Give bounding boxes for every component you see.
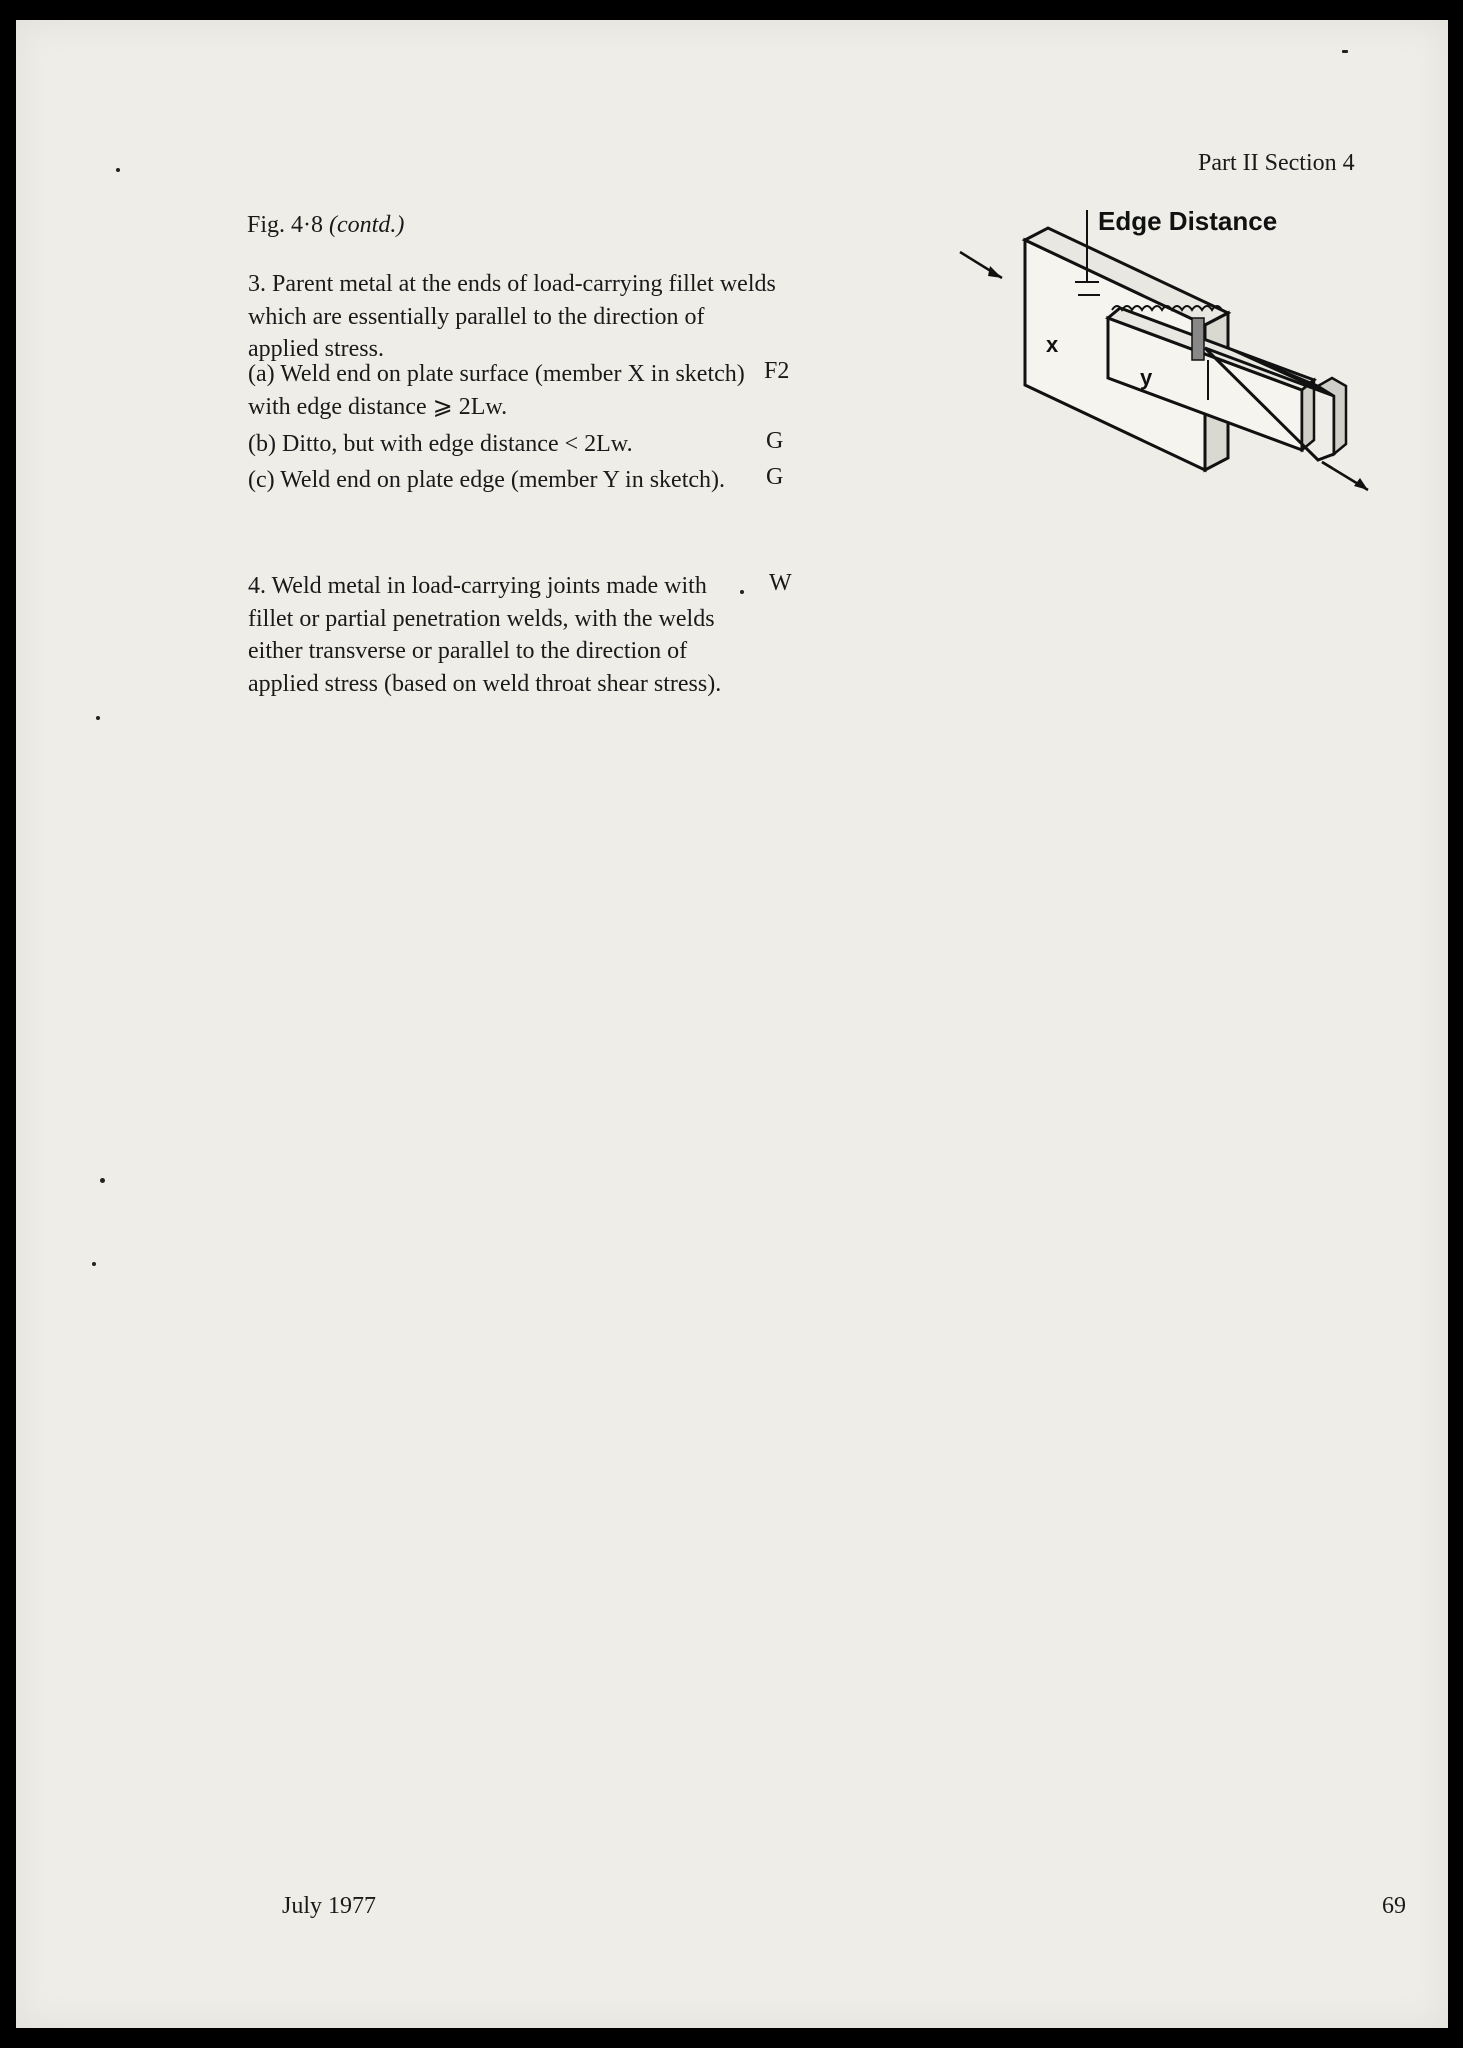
section-header: Part II Section 4 xyxy=(1198,150,1355,176)
item-3a-text: (a) Weld end on plate surface (member X in sketch) with edge distance ⩾ 2Lw. xyxy=(248,361,745,420)
page-number: 69 xyxy=(1382,1893,1406,1919)
edge-distance-sketch xyxy=(940,200,1380,500)
item-3b-grade: G xyxy=(766,428,784,454)
item-4-text: 4. Weld metal in load-carrying joints made with fillet or partial penetration welds, with the welds either transverse or parallel to the direction of applied stress (based on weld throat shear stress). xyxy=(248,573,722,697)
scan-speck xyxy=(116,168,120,172)
item-3c-grade: G xyxy=(766,464,784,490)
scan-speck xyxy=(740,590,744,594)
item-3-text: 3. Parent metal at the ends of load-carrying fillet welds which are essentially parallel to the direction of applied stress. xyxy=(248,271,776,362)
diagram-label-x: x xyxy=(1046,332,1059,357)
edge-distance-diagram xyxy=(940,200,1380,500)
scan-speck xyxy=(96,716,100,720)
figure-caption xyxy=(247,212,404,239)
scan-speck xyxy=(1342,50,1348,53)
figure-prefix: Fig. 4·8 xyxy=(247,212,324,238)
footer-date: July 1977 xyxy=(282,1893,377,1919)
item-3a-grade: F2 xyxy=(764,358,790,384)
scan-speck xyxy=(100,1178,105,1183)
diagram-label-y: y xyxy=(1140,365,1153,390)
item-4-grade: W xyxy=(769,570,792,596)
item-3b-text: (b) Ditto, but with edge distance < 2Lw. xyxy=(248,431,633,457)
scan-speck xyxy=(92,1262,96,1266)
item-3c-text: (c) Weld end on plate edge (member Y in sketch). xyxy=(248,467,725,493)
diagram-title: Edge Distance xyxy=(1098,206,1278,236)
figure-suffix: (contd.) xyxy=(329,212,405,238)
